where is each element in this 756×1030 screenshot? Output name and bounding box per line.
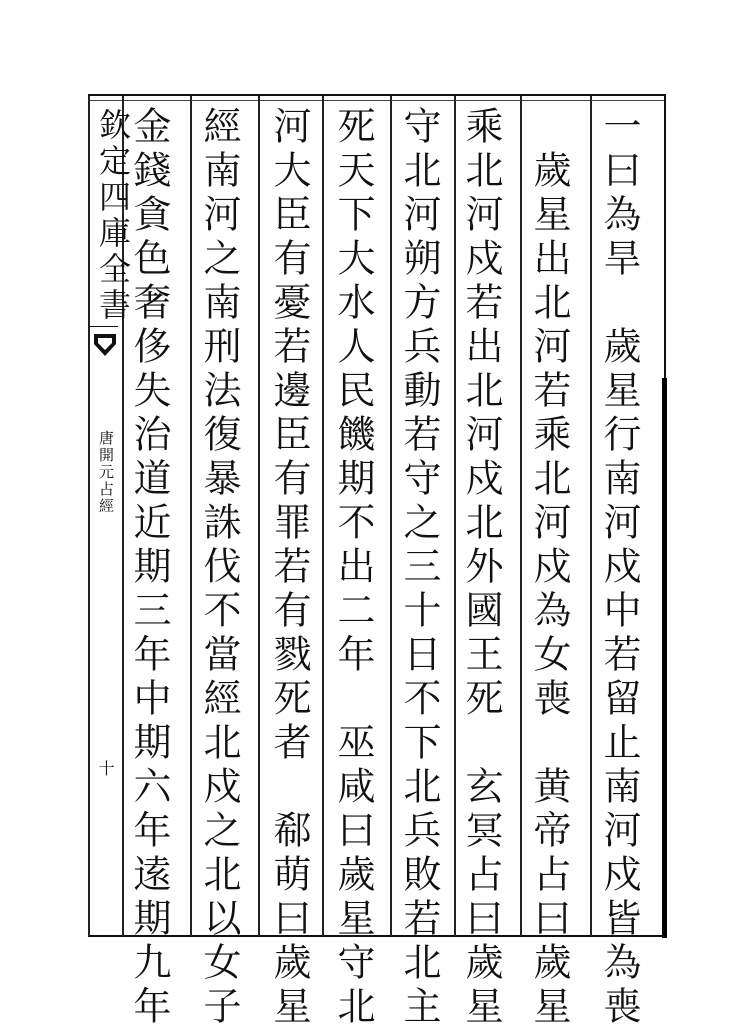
top-border [88, 94, 666, 96]
column-divider [190, 96, 192, 936]
text-column-3: 乘北河戍若出北河戍北外國王死 玄冥占曰歲星 [459, 106, 503, 1030]
page-number: 十 [96, 760, 115, 776]
text-column-5: 死天下大水人民饑期不出二年 巫咸曰歲星守北 [331, 106, 375, 1030]
text-column-6: 河大臣有憂若邊臣有罪若有戮死者 郗萌曰歲星 [267, 106, 311, 1030]
text-column-8: 金錢貪色奢侈失治道近期三年中期六年逺期九年 [127, 106, 171, 1030]
fish-tail-divider [88, 326, 118, 327]
text-column-1: 一曰為旱 歲星行南河戍中若留止南河戍皆為喪 [597, 106, 641, 1030]
fish-tail-icon [92, 330, 118, 360]
text-column-4: 守北河朔方兵動若守之三十日不下北兵敗若北主 [397, 106, 441, 1030]
margin-ink-mark [662, 378, 667, 938]
top-border-inner [88, 100, 666, 101]
book-title: 欽定四庫全書 [94, 108, 132, 324]
column-divider [390, 96, 392, 936]
text-column-2: 歲星出北河若乘北河戍為女喪 黄帝占曰歲星 [527, 150, 571, 1030]
column-divider [454, 96, 456, 936]
column-divider [258, 96, 260, 936]
bottom-border [88, 935, 666, 937]
column-divider [520, 96, 522, 936]
chapter-title: 唐開元占經 [97, 430, 115, 515]
text-column-7: 經南河之南刑法復暴誅伐不當經北戍之北以女子 [197, 106, 241, 1030]
column-divider [590, 96, 592, 936]
column-divider [322, 96, 324, 936]
